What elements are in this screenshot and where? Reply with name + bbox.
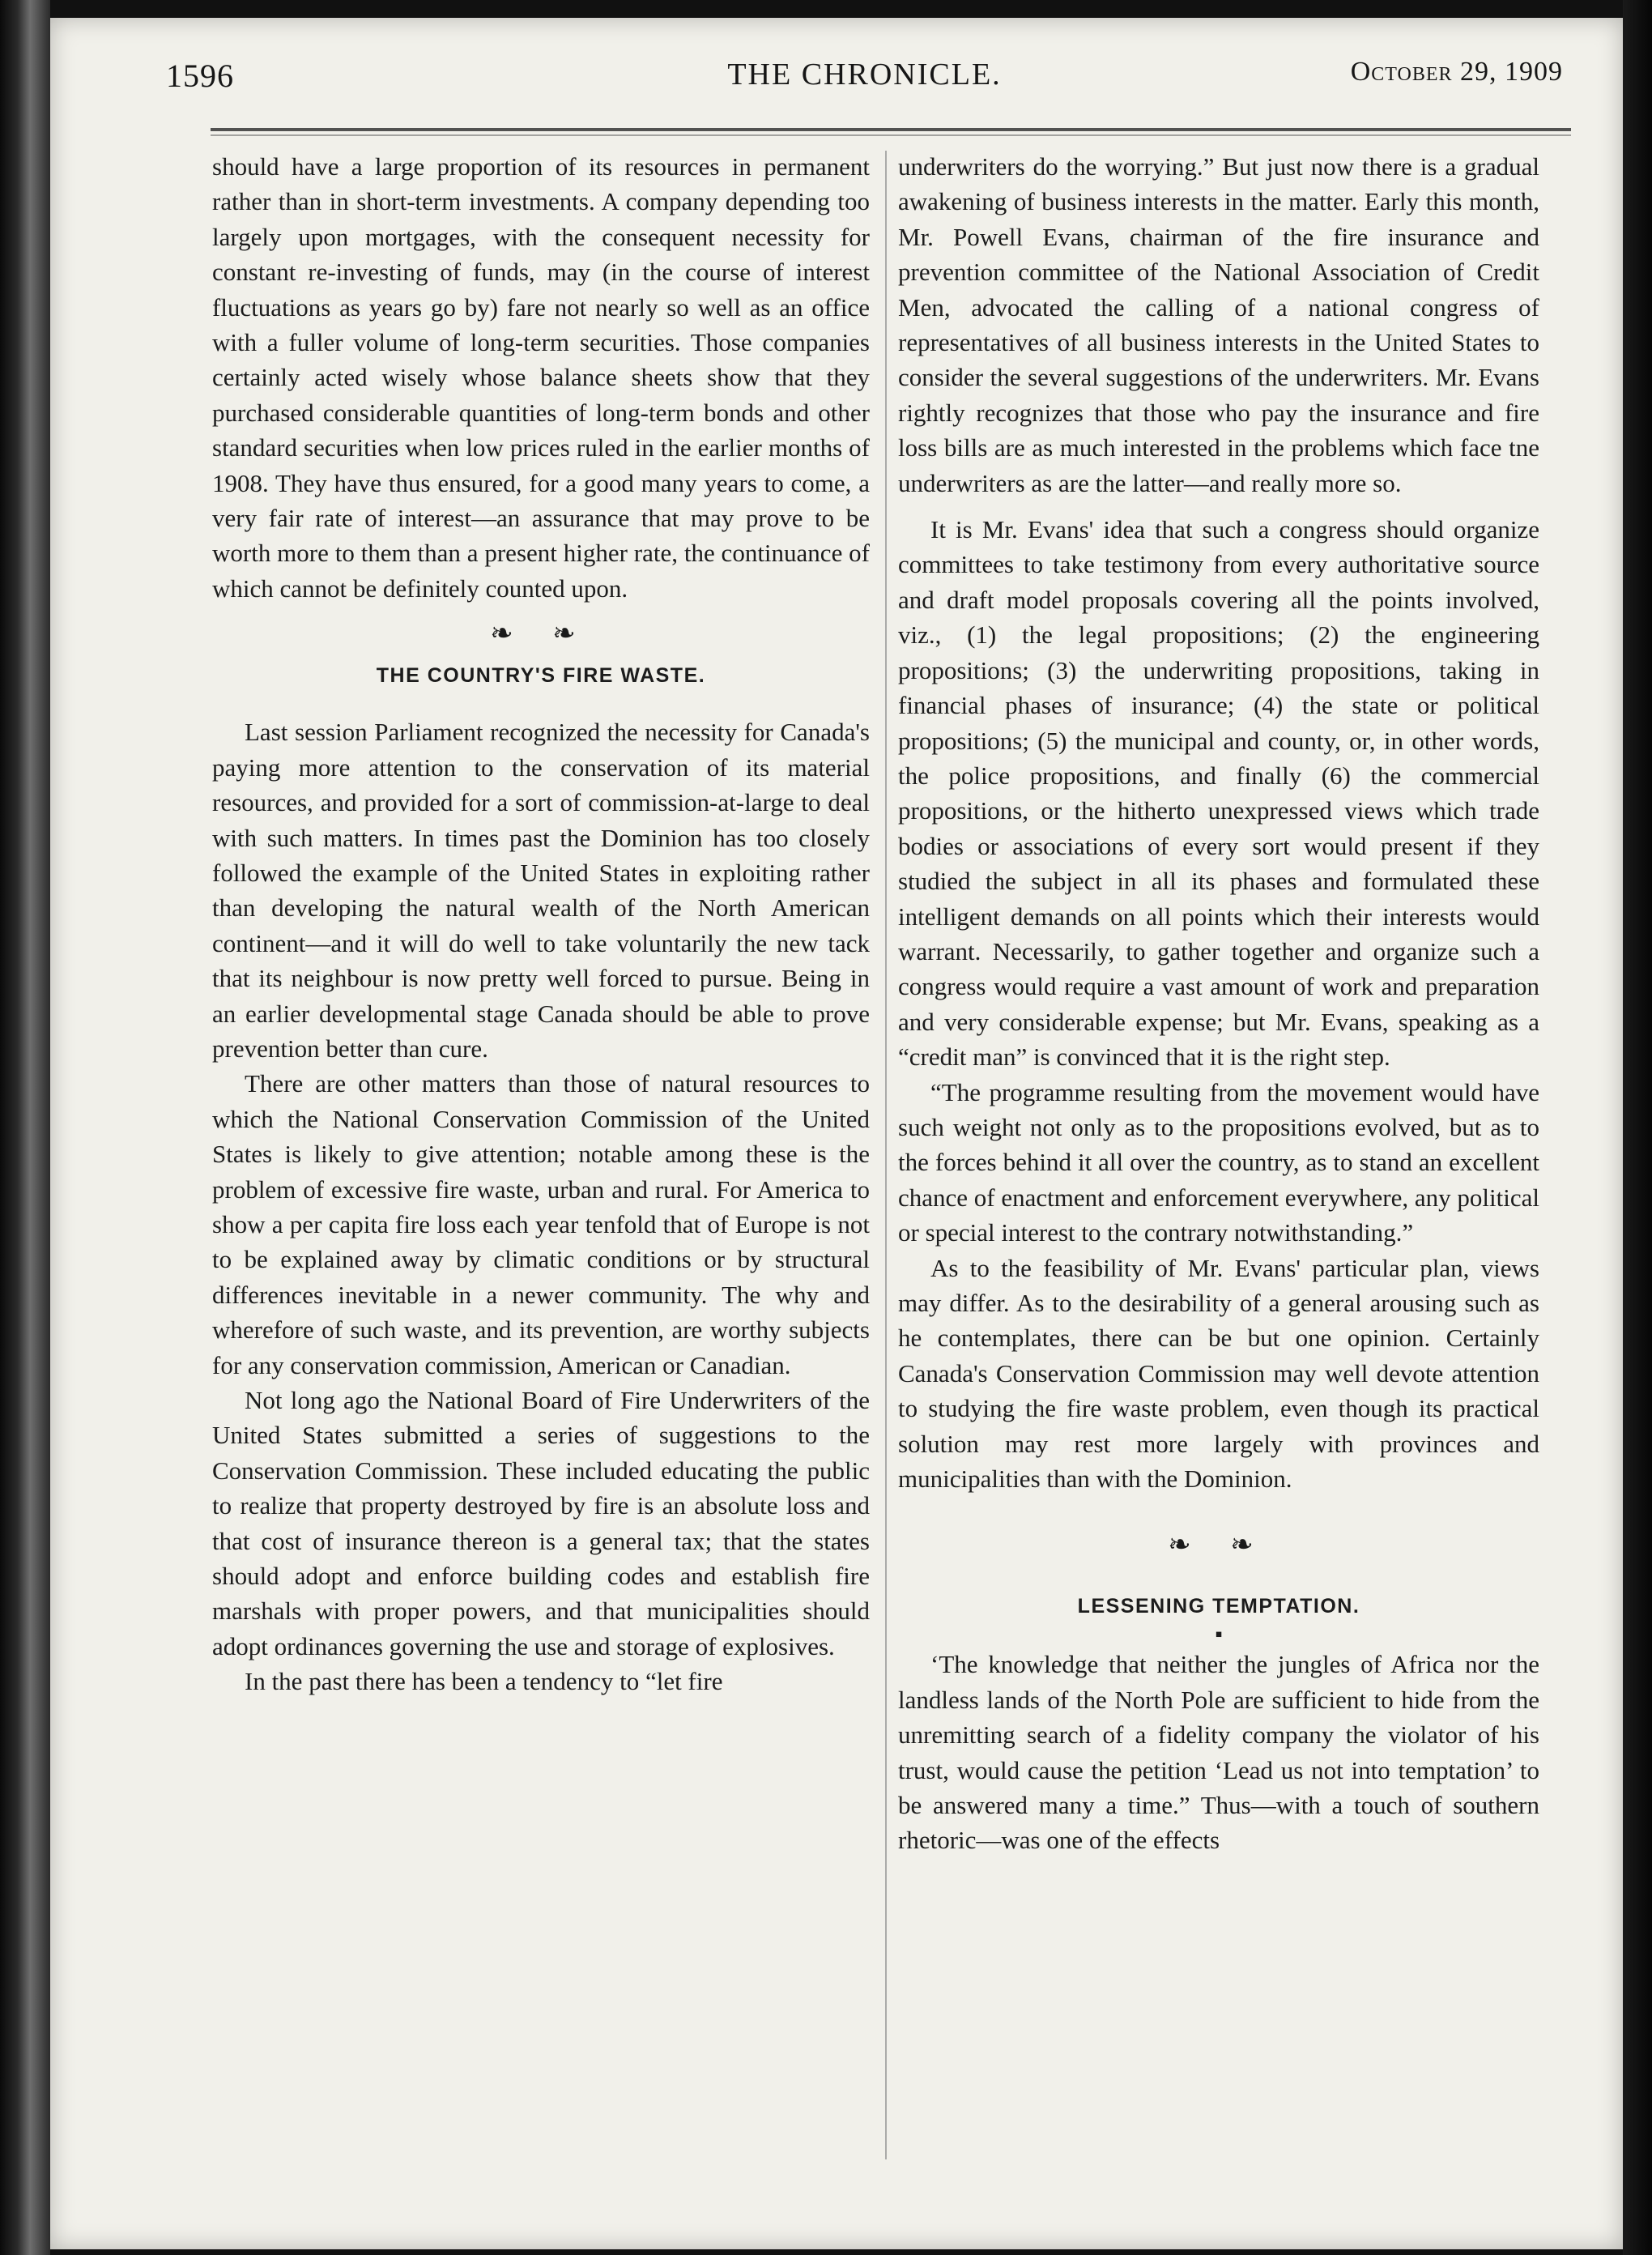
- header-rule-thin: [211, 134, 1571, 136]
- article-paragraph: It is Mr. Evans' idea that such a congress should organize committees to take testimony from every authoritative source and draft model proposals covering all the points involved, viz., (1) the legal propositions; (2) the engineering propositions; (3) the underwriting propositions, taking in financial phases of insurance; (4) the state or political propositions; (5) the municipal and county, or, in other words, the police propositions, and finally (6) the commercial propositions, or the hitherto unexpressed views which trade bodies or associations of every sort would present if they studied the subject in all its phases and formulated these intelligent demands on all points which their interests would warrant. Necessarily, to gather together and organize such a congress would require a vast amount of work and preparation and very considerable expense; but Mr. Evans, speaking as a “credit man” is convinced that it is the right step.: [898, 515, 1539, 1072]
- article-paragraph: Not long ago the National Board of Fire Underwriters of the United States submitted a series of suggestions to the Conservation Commission. These included educating the public to realize that property destroyed by fire is an absolute loss and that cost of insurance thereon is a general tax; that the states should adopt and enforce building codes and establish fire marshals with proper powers, and that municipalities should adopt ordinances governing the use and storage of explosives.: [212, 1386, 870, 1660]
- right-column: [898, 149, 1539, 2223]
- section-ornament-icon: ❧ ❧: [490, 619, 592, 650]
- section-heading-fire-waste: THE COUNTRY'S FIRE WASTE.: [376, 664, 706, 688]
- article-paragraph: Last session Parliament recognized the necessity for Canada's paying more attention to the conservation of its material resources, and provided for a sort of commission-at-large to deal with such matters. In times past the Dominion has too closely followed the example of the United States in exploiting rather than developing the natural wealth of the North American continent—and it will do well to take voluntarily the new tack that its neighbour is now pretty well forced to pursue. Being in an earlier developmental stage Canada should be able to prove prevention better than cure.: [212, 718, 870, 1063]
- page-header: [166, 57, 1563, 105]
- issue-date: October 29, 1909: [1350, 57, 1563, 87]
- header-rule: [211, 128, 1571, 131]
- article-paragraph: ‘The knowledge that neither the jungles of Africa nor the landless lands of the North Pole are sufficient to hide from the unremitting search of a fidelity company the violator of his trust, would cause the petition ‘Lead us not into temptation’ to be answered many a time.” Thus—with a touch of southern rhetoric—was one of the effects: [898, 1650, 1539, 1855]
- book-binding-edge: [0, 0, 50, 2255]
- section-heading-temptation: LESSENING TEMPTATION.: [1077, 1595, 1360, 1618]
- continued-paragraph: should have a large proportion of its resources in permanent rather than in short-term investments. A company depending too largely upon mortgages, with the consequent necessity for constant re-investing of funds, may (in the course of interest fluctuations as years go by) fare not nearly so well as an office with a fuller volume of long-term securities. Those companies certainly acted wisely whose balance sheets show that they purchased considerable quantities of long-term bonds and other standard securities when low prices ruled in the earlier months of 1908. They have thus ensured, for a good many years to come, a very fair rate of interest—an assurance that may prove to be worth more to them than a present higher rate, the continuance of which cannot be definitely counted upon.: [212, 152, 870, 603]
- left-column: [212, 149, 870, 2223]
- section-ornament-icon: ❧ ❧: [1168, 1530, 1270, 1561]
- right-page-edge: [1623, 0, 1652, 2255]
- page-number: 1596: [166, 58, 234, 94]
- quoted-paragraph: “The programme resulting from the movement would have such weight not only as to the propositions evolved, but as to the forces behind it all over the country, as to stand an excellent chance of enactment and enforcement everywhere, any political or special interest to the contrary notwithstanding.”: [898, 1077, 1539, 1247]
- article-paragraph: There are other matters than those of natural resources to which the National Conservation Commission of the United States is likely to give attention; notable among these is the problem of excessive fire waste, urban and rural. For America to show a per capita fire loss each year tenfold that of Europe is not to be explained away by climatic conditions or by structural differences inevitable in a newer community. The why and wherefore of such waste, and its prevention, are worthy subjects for any conservation commission, American or Canadian.: [212, 1069, 870, 1379]
- column-divider: [885, 151, 887, 2159]
- ink-dot-icon: ▪: [1215, 1622, 1223, 1647]
- publication-title: THE CHRONICLE.: [727, 58, 1002, 92]
- article-paragraph: underwriters do the worrying.” But just now there is a gradual awakening of business interests in the matter. Early this month, Mr. Powell Evans, chairman of the fire insurance and prevention committee of the National Association of Credit Men, advocated the calling of a national congress of representatives of all business interests in the United States to consider the several suggestions of the underwriters. Mr. Evans rightly recognizes that those who pay the insurance and fire loss bills are as much interested in the problems which face tne underwriters as are the latter—and really more so.: [898, 152, 1539, 497]
- article-paragraph: In the past there has been a tendency to “let fire: [245, 1667, 723, 1696]
- article-paragraph: As to the feasibility of Mr. Evans' particular plan, views may differ. As to the desirability of a general arousing such as he contemplates, there can be but one opinion. Certainly Canada's Conservation Commission may well devote attention to studying the fire waste problem, even though its practical solution may rest more largely with provinces and municipalities than with the Dominion.: [898, 1253, 1539, 1494]
